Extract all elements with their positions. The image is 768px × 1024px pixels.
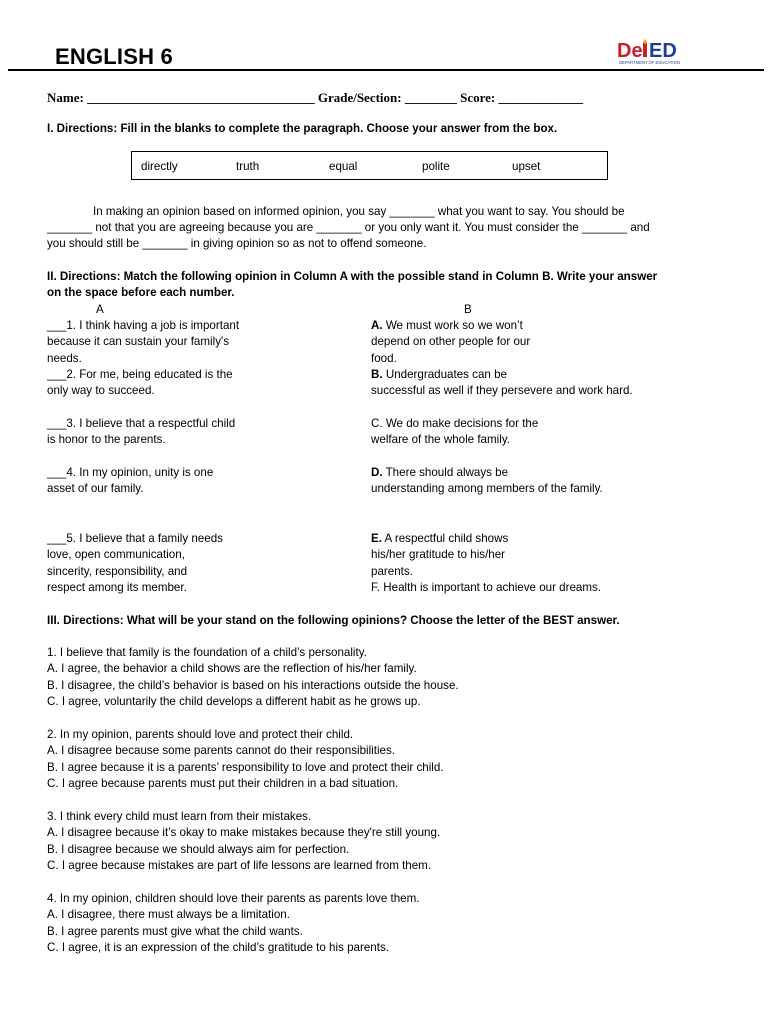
answer-option[interactable]: C. I agree because parents must put their children in a bad situation. bbox=[47, 776, 399, 790]
grade-section-label: Grade/Section: bbox=[317, 90, 402, 105]
item-line: ___2. For me, being educated is the bbox=[47, 368, 233, 381]
choice-word: truth bbox=[236, 160, 260, 173]
item-line: needs. bbox=[47, 351, 82, 365]
answer-option[interactable]: C. I agree, it is an expression of the child’s gratitude to his parents. bbox=[47, 940, 389, 954]
answer-option[interactable]: B. I agree parents must give what the child wants. bbox=[47, 924, 303, 938]
choice-text: parents. bbox=[371, 564, 413, 578]
choice-word: upset bbox=[512, 160, 541, 173]
svg-text:ED: ED bbox=[649, 40, 677, 62]
item-line: is honor to the parents. bbox=[47, 433, 166, 447]
question-2 bbox=[47, 727, 444, 792]
choice-letter: C. bbox=[371, 417, 383, 430]
paragraph-line: _______ not that you are agreeing because you are _______ or you only want it. You must consider the _______ and bbox=[47, 221, 650, 234]
name-blank[interactable]: ___________________________________ bbox=[87, 90, 315, 105]
column-b-choice-f bbox=[371, 580, 601, 596]
item-line: respect among its member. bbox=[47, 580, 187, 594]
column-a-item-1 bbox=[47, 318, 239, 367]
column-a-header: A bbox=[96, 303, 104, 316]
column-b-choice-e bbox=[371, 531, 508, 580]
answer-option[interactable]: B. I disagree because we should always aim for perfection. bbox=[47, 842, 350, 856]
part3-directions: III. Directions: What will be your stand on the following opinions? Choose the letter of the BEST answer. bbox=[47, 614, 620, 627]
worksheet-title: ENGLISH 6 bbox=[55, 44, 173, 69]
choice-text: A respectful child shows bbox=[381, 532, 509, 545]
item-line: because it can sustain your family's bbox=[47, 335, 230, 349]
answer-option[interactable]: A. I disagree, there must always be a limitation. bbox=[47, 908, 290, 922]
item-line: love, open communication, bbox=[47, 548, 185, 562]
item-line: ___5. I believe that a family needs bbox=[47, 532, 223, 545]
item-line: ___1. I think having a job is important bbox=[47, 319, 240, 332]
column-b-choice-a bbox=[371, 318, 530, 367]
answer-option[interactable]: A. I disagree because some parents cannot do their responsibilities. bbox=[47, 744, 396, 758]
question-1 bbox=[47, 645, 459, 710]
choice-text: depend on other people for our bbox=[371, 335, 531, 349]
deped-logo-icon bbox=[617, 38, 707, 66]
answer-option[interactable]: B. I agree because it is a parents’ responsibility to love and protect their child. bbox=[47, 760, 444, 774]
part1-directions: I. Directions: Fill in the blanks to complete the paragraph. Choose your answer from the box. bbox=[47, 122, 558, 135]
score-blank[interactable]: _____________ bbox=[498, 90, 583, 105]
choice-text: understanding among members of the family. bbox=[371, 482, 603, 496]
choice-word: polite bbox=[422, 160, 450, 173]
svg-text:DEPARTMENT OF EDUCATION: DEPARTMENT OF EDUCATION bbox=[619, 60, 680, 65]
choice-text: We must work so we won’t bbox=[382, 319, 523, 332]
item-line: only way to succeed. bbox=[47, 384, 155, 398]
question-stem: 1. I believe that family is the foundation of a child’s personality. bbox=[47, 646, 367, 659]
choice-letter: E. bbox=[371, 532, 382, 545]
column-a-item-5 bbox=[47, 531, 223, 596]
item-line: ___3. I believe that a respectful child bbox=[47, 417, 236, 430]
paragraph-line: In making an opinion based on informed opinion, you say _______ what you want to say. You should be bbox=[93, 205, 625, 218]
answer-option[interactable]: C. I agree, voluntarily the child develops a different habit as he grows up. bbox=[47, 694, 421, 708]
choice-word: equal bbox=[329, 160, 358, 173]
choice-letter: A. bbox=[371, 319, 383, 332]
choice-text: Undergraduates can be bbox=[382, 368, 507, 381]
choice-text: welfare of the whole family. bbox=[371, 433, 510, 447]
column-a-item-4 bbox=[47, 465, 213, 498]
item-line: ___4. In my opinion, unity is one bbox=[47, 466, 214, 479]
svg-text:De: De bbox=[617, 40, 643, 62]
item-line: asset of our family. bbox=[47, 482, 144, 496]
column-a-item-2 bbox=[47, 367, 233, 400]
grade-section-blank[interactable]: ________ bbox=[404, 90, 457, 105]
question-stem: 2. In my opinion, parents should love and protect their child. bbox=[47, 728, 354, 741]
choice-text: food. bbox=[371, 351, 397, 365]
choice-text: There should always be bbox=[382, 466, 509, 479]
answer-option[interactable]: A. I agree, the behavior a child shows are the reflection of his/her family. bbox=[47, 662, 417, 676]
question-3 bbox=[47, 809, 440, 874]
answer-option[interactable]: B. I disagree, the child’s behavior is based on his interactions outside the house. bbox=[47, 678, 459, 692]
paragraph-line: you should still be _______ in giving opinion so as not to offend someone. bbox=[47, 237, 427, 250]
choice-text: his/her gratitude to his/her bbox=[371, 548, 506, 562]
question-stem: 4. In my opinion, children should love their parents as parents love them. bbox=[47, 892, 420, 905]
answer-option[interactable]: A. I disagree because it’s okay to make mistakes because they're still young. bbox=[47, 826, 441, 840]
choice-letter: D. bbox=[371, 466, 383, 479]
part2-directions: II. Directions: Match the following opinion in Column A with the possible stand in Column B. Write your answer bbox=[47, 270, 658, 283]
deped-logo bbox=[617, 38, 707, 66]
column-b-choice-d bbox=[371, 465, 603, 498]
choice-text: Health is important to achieve our dreams. bbox=[380, 581, 602, 594]
question-stem: 3. I think every child must learn from their mistakes. bbox=[47, 810, 312, 823]
choice-letter: F. bbox=[371, 581, 381, 594]
choice-text: successful as well if they persevere and work hard. bbox=[371, 384, 633, 398]
column-b-header: B bbox=[464, 303, 472, 316]
column-a-item-3 bbox=[47, 416, 235, 449]
choice-word: directly bbox=[141, 160, 178, 173]
name-label: Name: bbox=[47, 90, 84, 105]
choice-text: We do make decisions for the bbox=[382, 417, 539, 430]
answer-option[interactable]: C. I agree because mistakes are part of life lessons are learned from them. bbox=[47, 858, 432, 872]
score-label: Score: bbox=[460, 90, 496, 105]
column-b-choice-b bbox=[371, 367, 633, 400]
question-4 bbox=[47, 891, 420, 956]
header-rule bbox=[8, 69, 764, 71]
info-row bbox=[47, 90, 583, 106]
choice-letter: B. bbox=[371, 368, 383, 381]
part2-directions: on the space before each number. bbox=[47, 286, 235, 299]
item-line: sincerity, responsibility, and bbox=[47, 564, 188, 578]
column-b-choice-c bbox=[371, 416, 538, 449]
